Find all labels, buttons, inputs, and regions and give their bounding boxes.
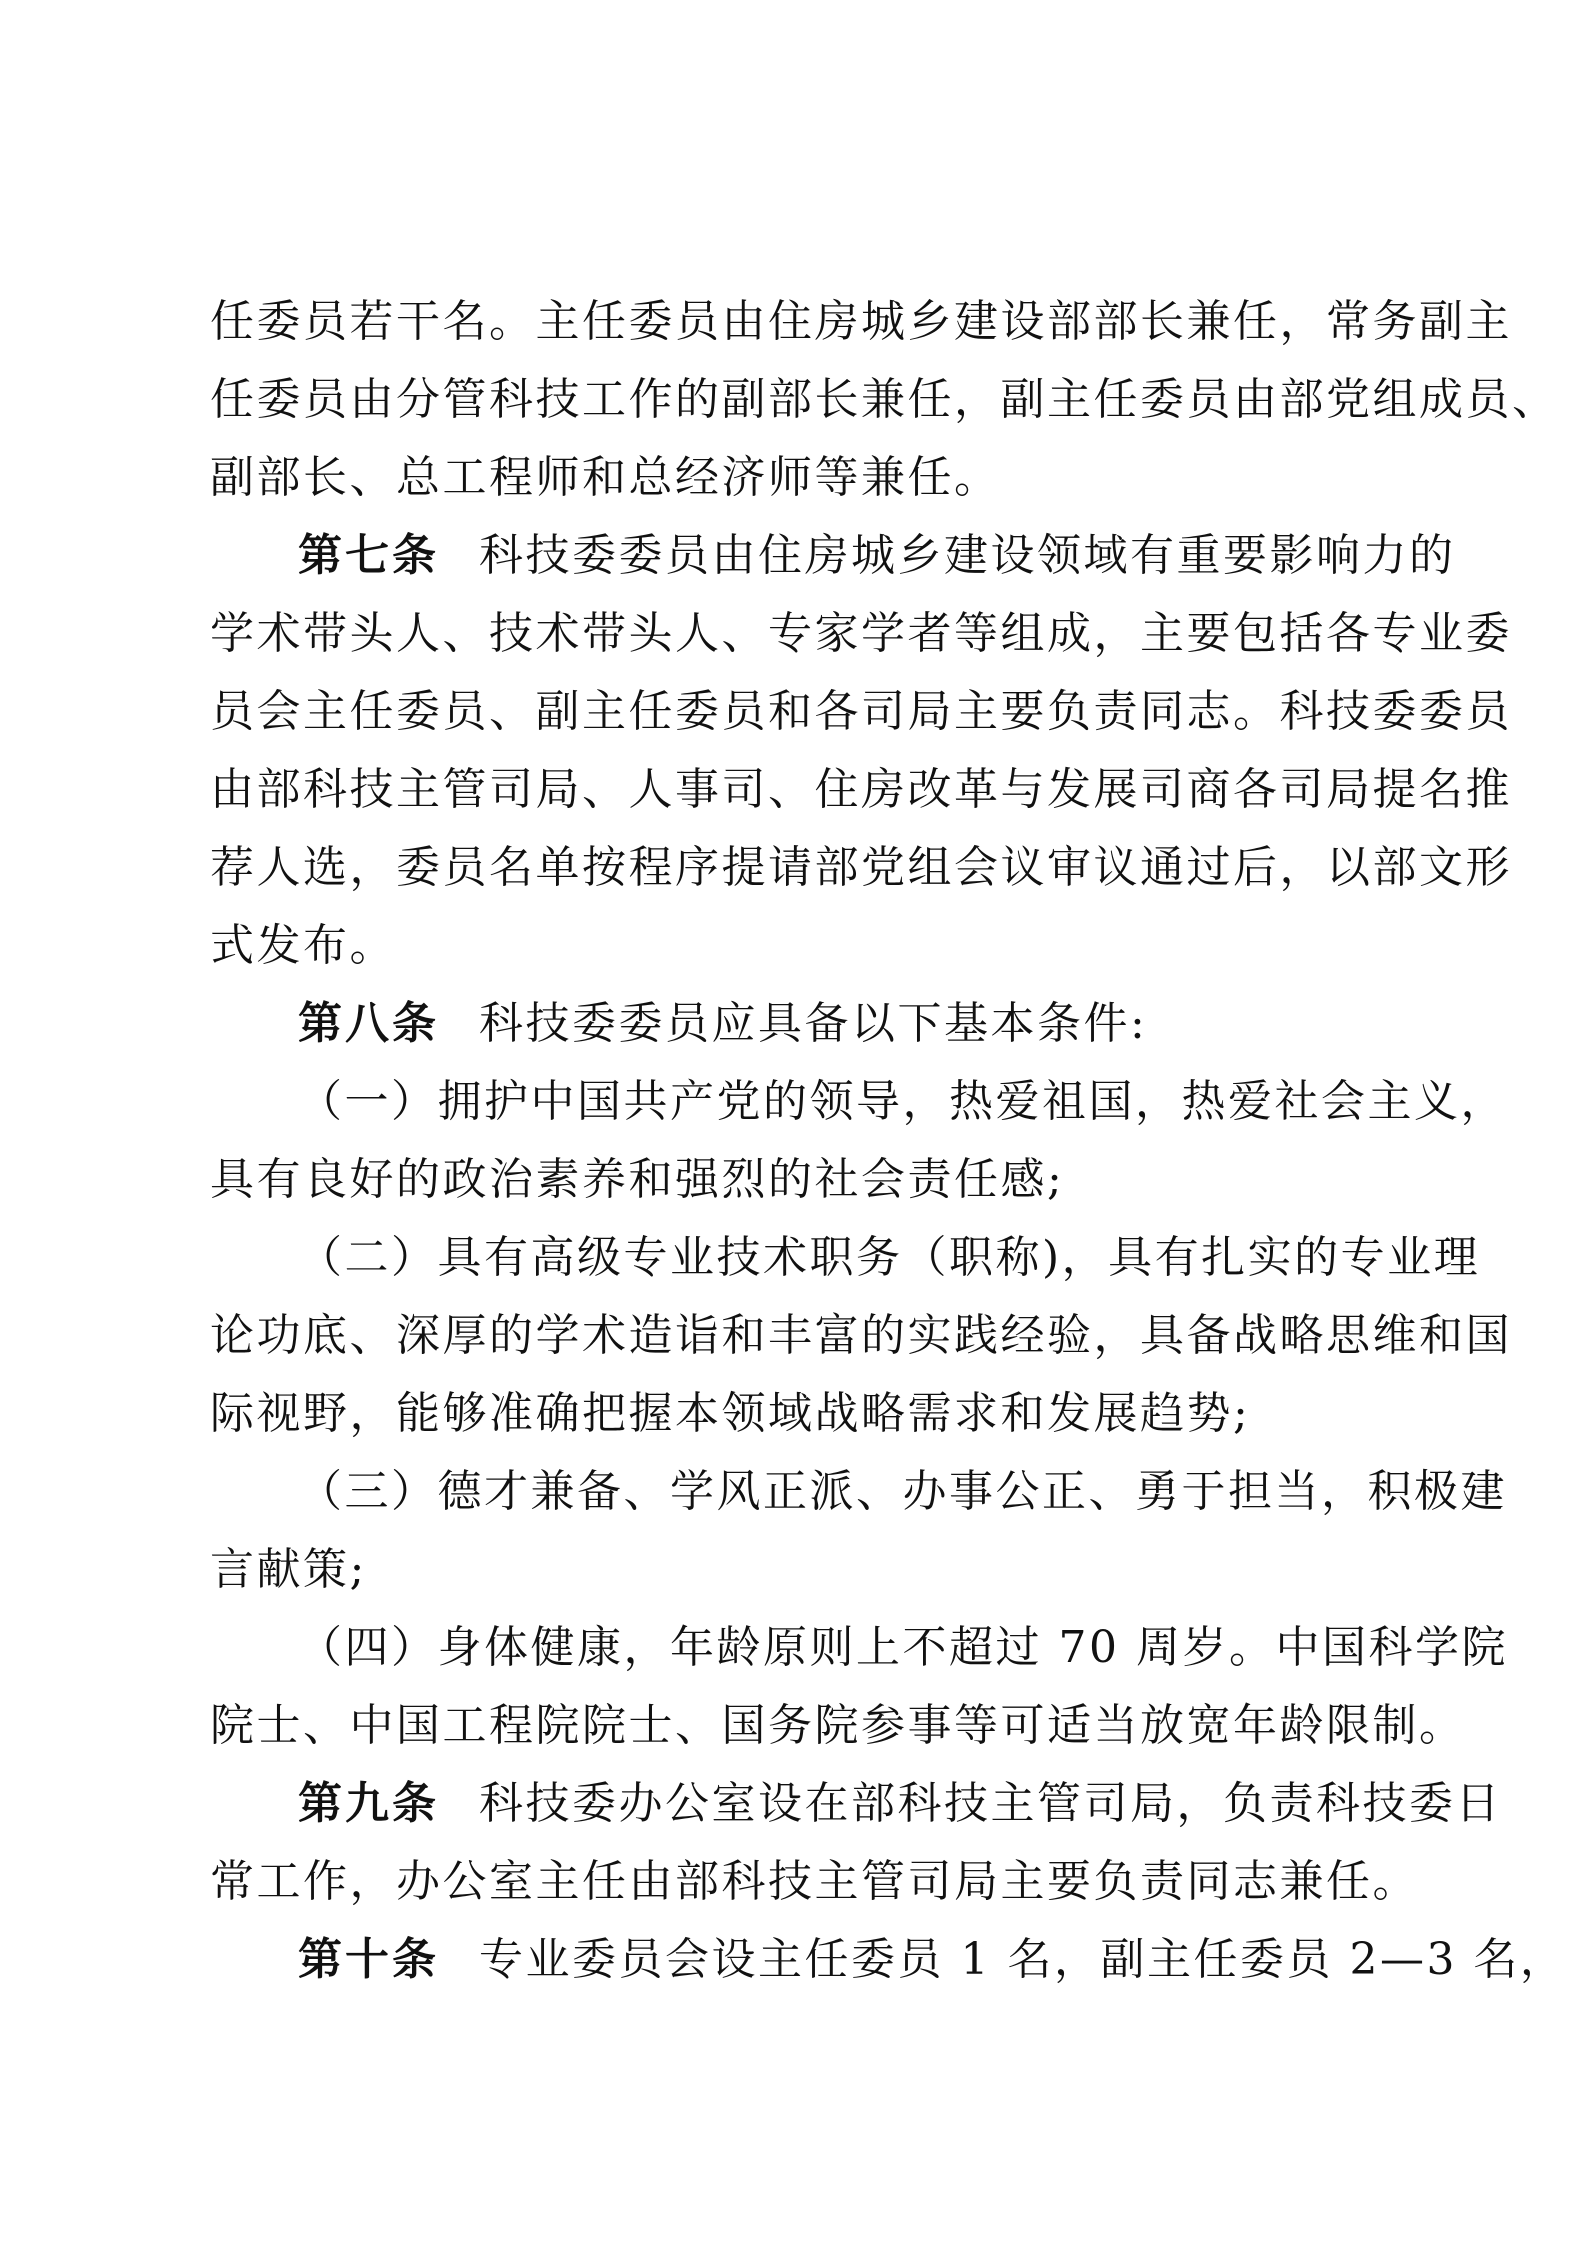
- article-10-label: 第十条: [298, 1934, 439, 1985]
- article-8-item-1-line-2: 具有良好的政治素养和强烈的社会责任感;: [210, 1154, 1065, 1205]
- article-8-text: 科技委委员应具备以下基本条件:: [479, 998, 1148, 1049]
- article-8-item-3-line-1: （三）德才兼备、学风正派、办事公正、勇于担当，积极建: [298, 1466, 1507, 1517]
- article-8-item-1-line-1: （一）拥护中国共产党的领导，热爱祖国，热爱社会主义，: [298, 1076, 1507, 1127]
- article-8-item-2-line-1: （二）具有高级专业技术职务（职称)，具有扎实的专业理: [298, 1232, 1481, 1283]
- article-9-line-2: 常工作，办公室主任由部科技主管司局主要负责同志兼任。: [210, 1856, 1419, 1907]
- article-8-item-4-line-2: 院士、中国工程院院士、国务院参事等可适当放宽年龄限制。: [210, 1700, 1466, 1751]
- article-9-label: 第九条: [298, 1778, 439, 1829]
- article-8-item-2-line-2: 论功底、深厚的学术造诣和丰富的实践经验，具备战略思维和国: [210, 1310, 1512, 1361]
- article-8-item-3-line-2: 言献策;: [210, 1544, 367, 1595]
- article-8-label: 第八条: [298, 998, 439, 1049]
- article-9-text: 科技委办公室设在部科技主管司局，负责科技委日: [479, 1778, 1502, 1829]
- article-7-line-5: 荐人选，委员名单按程序提请部党组会议审议通过后，以部文形: [210, 842, 1512, 893]
- article-8-item-2-line-3: 际视野，能够准确把握本领域战略需求和发展趋势;: [210, 1388, 1251, 1439]
- article-10-text: 专业委员会设主任委员 1 名，副主任委员 2—3 名，: [479, 1934, 1567, 1985]
- intro-line-2: 任委员由分管科技工作的副部长兼任，副主任委员由部党组成员、: [210, 374, 1559, 425]
- article-7-line-2: 学术带头人、技术带头人、专家学者等组成，主要包括各专业委: [210, 608, 1512, 659]
- intro-line-1: 任委员若干名。主任委员由住房城乡建设部部长兼任，常务副主: [210, 296, 1512, 347]
- article-8-item-4-line-1: （四）身体健康，年龄原则上不超过 70 周岁。中国科学院: [298, 1622, 1508, 1673]
- article-7-line-6: 式发布。: [210, 920, 396, 971]
- article-7-first-line: [298, 526, 1456, 586]
- article-7-text: 科技委委员由住房城乡建设领域有重要影响力的: [479, 530, 1456, 581]
- article-10-first-line: [298, 1930, 1567, 1990]
- article-7-line-3: 员会主任委员、副主任委员和各司局主要负责同志。科技委委员: [210, 686, 1512, 737]
- article-7-line-4: 由部科技主管司局、人事司、住房改革与发展司商各司局提名推: [210, 764, 1512, 815]
- article-7-label: 第七条: [298, 530, 439, 581]
- article-8-first-line: [298, 994, 1408, 1054]
- intro-line-3: 副部长、总工程师和总经济师等兼任。: [210, 452, 1001, 503]
- article-9-first-line: [298, 1774, 1502, 1834]
